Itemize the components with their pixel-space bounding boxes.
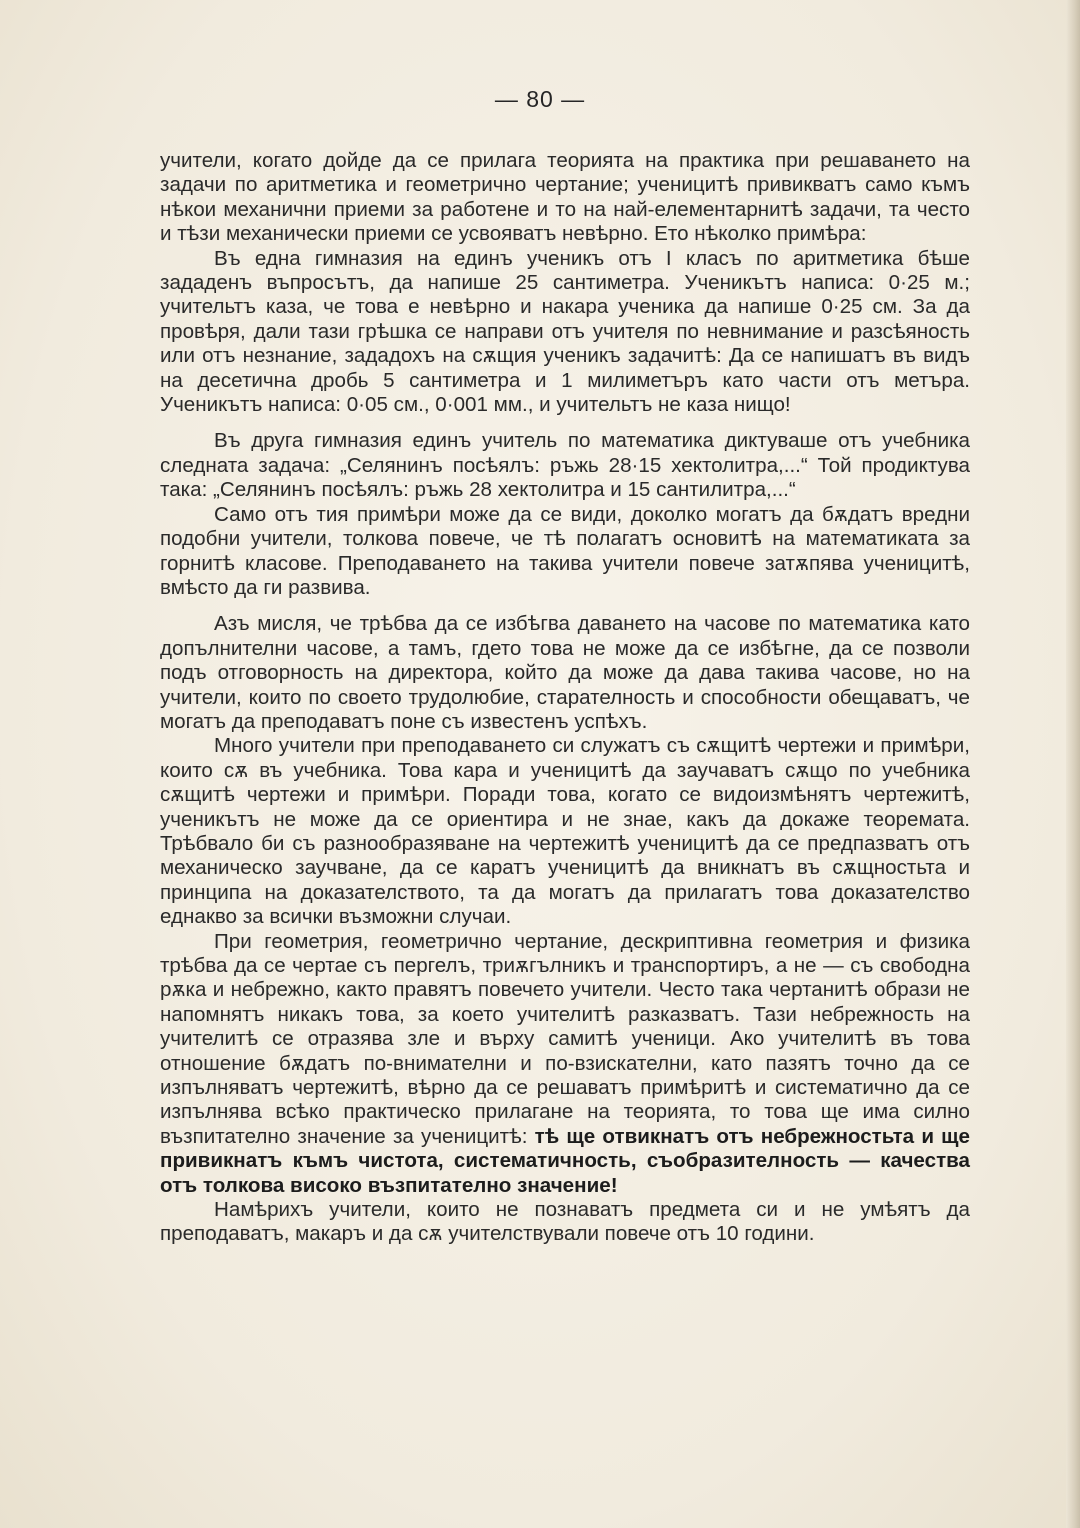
paragraph-4: Само отъ тия примѣри може да се види, доколко могатъ да бѫдатъ вредни подобни учители, толкова повече, че тѣ полагатъ основитѣ на математиката за горнитѣ класове. Преподаването на такива учители повече затѫпява ученицитѣ, вмѣсто да ги развива. — [160, 502, 970, 599]
body-text — [160, 149, 970, 1247]
paragraph-3: Въ друга гимназия единъ учитель по математика диктуваше отъ учебника следната задача: „Селянинъ посѣялъ: ръжь 28·15 хектолитра,...“ Той продиктува така: „Селянинъ посѣялъ: ръжь 28 хектолитра и 15 сантилитра,...“ — [160, 429, 970, 502]
page-edge-shadow — [1066, 0, 1080, 1528]
paragraph-7-bold-emphasis: тѣ ще отвикнатъ отъ небрежностьта и ще привикнатъ къмъ чистота, систематичность, съобразителность — качества отъ толкова високо възпитателно значение! — [160, 1124, 970, 1197]
paragraph-8: Намѣрихъ учители, които не познаватъ предмета си и не умѣятъ да преподаватъ, макаръ и да сѫ учителствували повече отъ 10 години. — [160, 1198, 970, 1246]
paragraph-7-text: При геометрия, геометрично чертание, дескриптивна геометрия и физика трѣбва да се чертае съ пергелъ, триѫгълникъ и транспортиръ, а не — съ свободна рѫка и небрежно, както правятъ повечето учители. Често така чертанитѣ образи не напомнятъ никакъ това, за което учителитѣ разказватъ. Тази небрежность на учителитѣ се отразява зле и върху самитѣ ученици. Ако учителитѣ въ това отношение бѫдатъ по-внимателни и по-взискателни, като пазятъ точно да се изпълняватъ чертежитѣ, вѣрно да се решаватъ примѣритѣ и систематично да се изпълнява всѣко практическо прилагане на теорията, то това ще има силно възпитателно значение за ученицитѣ: — [160, 929, 970, 1148]
paragraph-2: Въ една гимназия на единъ ученикъ отъ I класъ по аритметика бѣше зададенъ въпросътъ, да напише 25 сантиметра. Ученикътъ написа: 0·25 м.; учительтъ каза, че това е невѣрно и накара ученика да напише 0·25 см. За да провѣря, дали тази грѣшка се направи отъ учителя по невнимание и разсѣяность или отъ незнание, зададохъ на сѫщия ученикъ задачитѣ: Да се напишатъ въ видъ на десетична дробь 5 сантиметра и 1 милиметъръ като части отъ метъра. Ученикътъ написа: 0·05 см., 0·001 мм., и учительтъ не каза нищо! — [160, 246, 970, 417]
paragraph-6: Много учители при преподаването си служатъ съ сѫщитѣ чертежи и примѣри, които сѫ въ учебника. Това кара и ученицитѣ да заучаватъ сѫщо по учебника сѫщитѣ чертежи и примѣри. Поради това, когато се видоизмѣнятъ чертежитѣ, ученикътъ не може да се ориентира и не знае, какъ да докаже теоремата. Трѣбвало би съ разнообразяване на чертежитѣ ученицитѣ да се предпазватъ отъ механическо заучване, да се каратъ ученицитѣ да вникнатъ въ сѫщностьта и принципа на доказателството, та да могатъ да прилагатъ това доказателство еднакво за всички възможни случаи. — [160, 734, 970, 929]
paragraph-5: Азъ мисля, че трѣбва да се избѣгва даването на часове по математика като допълнителни часове, а тамъ, гдето това не може да се избѣгне, да се позволи подъ отговорность на директора, който да може да дава такива часове, но на учители, които по своето трудолюбие, старателность и способности обещаватъ, че могатъ да преподаватъ поне съ известенъ успѣхъ. — [160, 612, 970, 733]
paragraph-1: учители, когато дойде да се прилага теорията на практика при решаването на задачи по аритметика и геометрично чертание; ученицитѣ привикватъ само къмъ нѣкои механични приеми за работене и то на най-елементарнитѣ задачи, та често и тѣзи механически приеми се усвояватъ невѣрно. Ето нѣколко примѣра: — [160, 149, 970, 246]
paragraph-7 — [160, 930, 970, 1198]
page-number: — 80 — — [494, 86, 586, 112]
